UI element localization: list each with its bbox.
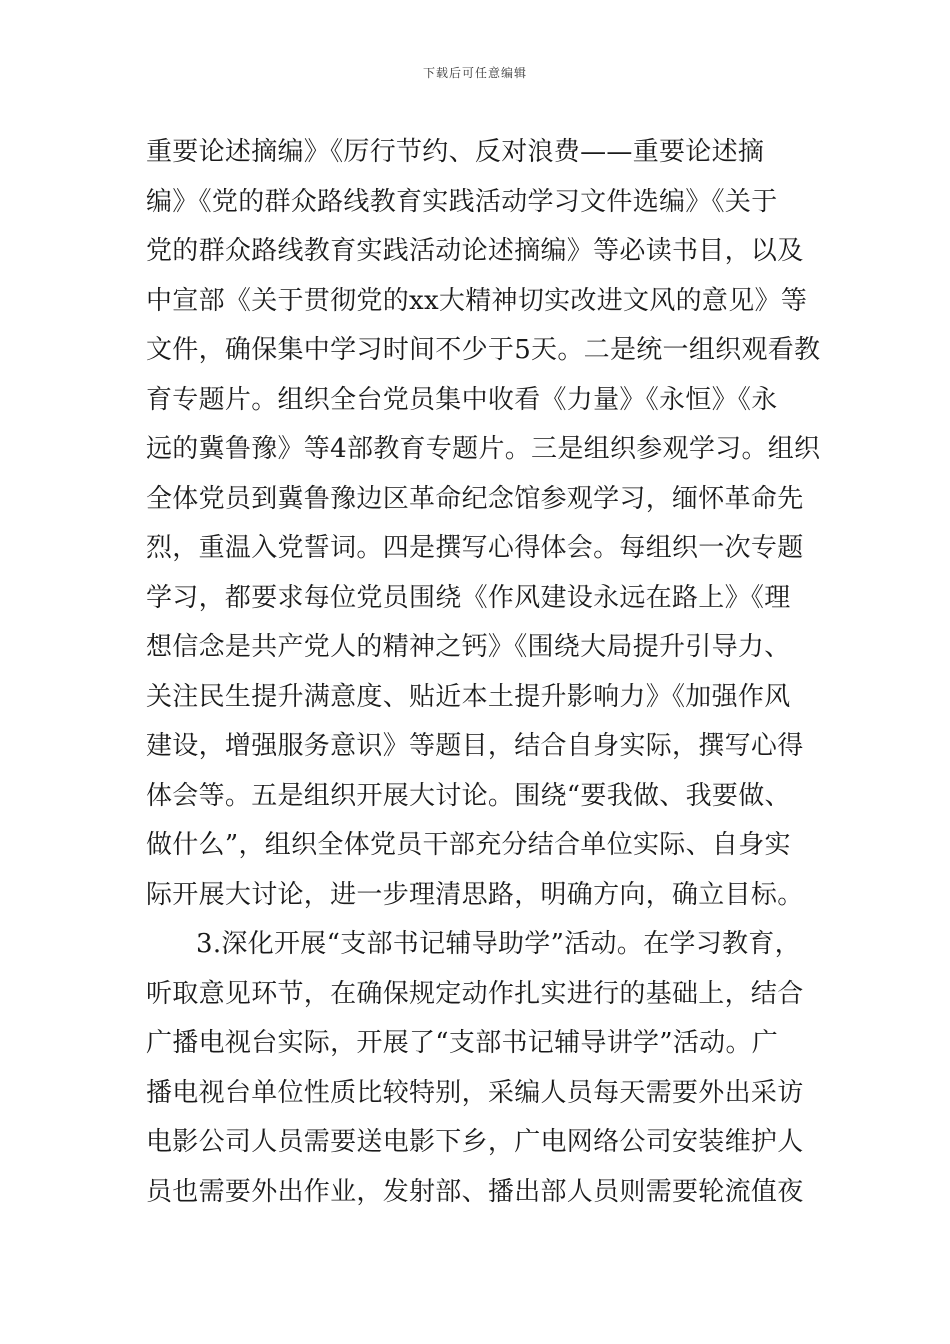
page-header: 下载后可任意编辑 — [422, 66, 527, 80]
text-line: 建设，增强服务意识》等题目，结合自身实际，撰写心得 — [146, 731, 804, 761]
text-line: 播电视台单位性质比较特别，采编人员每天需要外出采访 — [146, 1077, 804, 1108]
text-line: 育专题片。组织全台党员集中收看《力量》《永恒》《永 — [146, 384, 778, 415]
text-line: 做什么”，组织全体党员干部充分结合单位实际、自身实 — [146, 830, 791, 860]
text-line: 员也需要外出作业，发射部、播出部人员则需要轮流值夜 — [146, 1176, 804, 1207]
text-line: 电影公司人员需要送电影下乡，广电网络公司安装维护人 — [146, 1127, 804, 1157]
text-line: 听取意见环节，在确保规定动作扎实进行的基础上，结合 — [146, 978, 804, 1009]
text-line: 全体党员到冀鲁豫边区革命纪念馆参观学习，缅怀革命先 — [146, 483, 804, 514]
text-line: 想信念是共产党人的精神之钙》《围绕大局提升引导力、 — [146, 632, 791, 662]
text-line: 关注民生提升满意度、贴近本土提升影响力》《加强作风 — [146, 681, 791, 712]
document-body — [146, 128, 821, 1217]
text-line: 重要论述摘编》《厉行节约、反对浪费——重要论述摘 — [146, 137, 765, 167]
text-line: 党的群众路线教育实践活动论述摘编》等必读书目，以及 — [146, 236, 804, 266]
text-line: 编》《党的群众路线教育实践活动学习文件选编》《关于 — [146, 186, 778, 217]
text-line: 烈，重温入党誓词。四是撰写心得体会。每组织一次专题 — [146, 533, 804, 563]
text-line: 广播电视台实际，开展了“支部书记辅导讲学”活动。广 — [146, 1028, 779, 1058]
text-line: 际开展大讨论，进一步理清思路，明确方向，确立目标。 — [146, 879, 804, 910]
text-line: 学习，都要求每位党员围绕《作风建设永远在路上》《理 — [146, 582, 791, 613]
paragraph-start-line: 3.深化开展“支部书记辅导助学”活动。在学习教育， — [196, 929, 801, 959]
text-line: 文件，确保集中学习时间不少于5天。二是统一组织观看教 — [146, 335, 821, 365]
text-line: 远的冀鲁豫》等4部教育专题片。三是组织参观学习。组织 — [146, 434, 821, 464]
text-line: 体会等。五是组织开展大讨论。围绕“要我做、我要做、 — [146, 780, 791, 811]
text-line: 中宣部《关于贯彻党的xx大精神切实改进文风的意见》等 — [146, 285, 808, 316]
